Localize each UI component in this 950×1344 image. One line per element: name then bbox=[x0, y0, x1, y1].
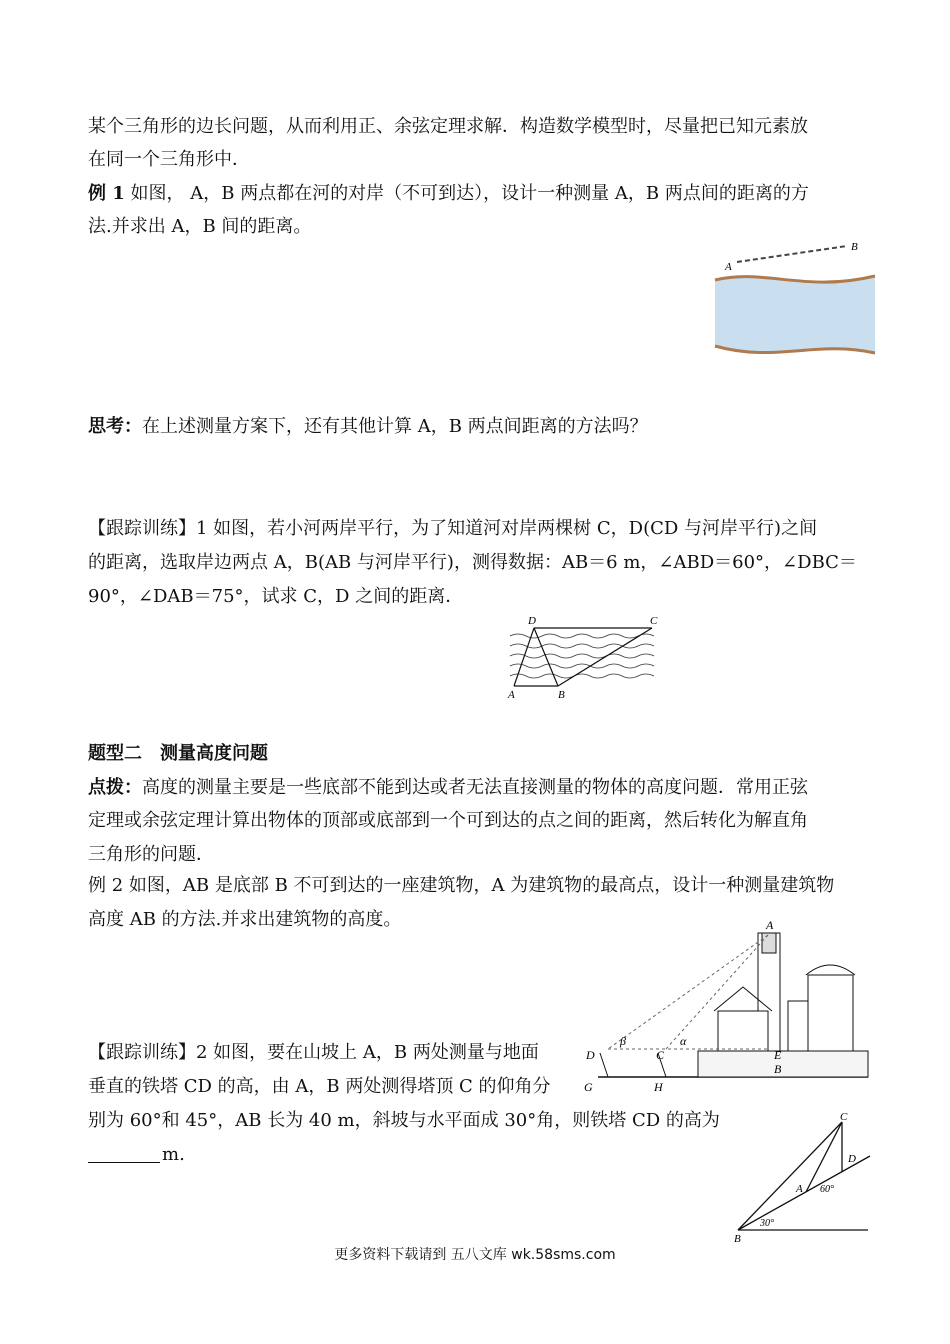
platform bbox=[698, 1051, 868, 1077]
point-b-label: B bbox=[558, 689, 565, 701]
point-d-label: D bbox=[848, 1153, 856, 1165]
tripod-d bbox=[600, 1053, 608, 1077]
side-tower bbox=[788, 1001, 808, 1051]
practice2-line-4 bbox=[88, 1138, 185, 1172]
answer-blank bbox=[88, 1144, 160, 1163]
intro-line-1: 某个三角形的边长问题，从而利用正、余弦定理求解．构造数学模型时，尽量把已知元素放 bbox=[88, 116, 808, 137]
point-c-label: C bbox=[650, 615, 658, 627]
example1-line-1 bbox=[88, 177, 809, 211]
practice1-line-3: 90°，∠DAB＝75°，试求 C，D 之间的距离． bbox=[88, 586, 464, 607]
river-triangle-figure bbox=[500, 612, 670, 704]
angle-30-label: 30° bbox=[760, 1218, 774, 1229]
point-a-label: A bbox=[725, 261, 732, 273]
river-water bbox=[715, 276, 875, 353]
section2-heading: 题型二 测量高度问题 bbox=[88, 743, 268, 764]
point-a-label: A bbox=[766, 918, 774, 932]
tip-label: 点拨： bbox=[88, 777, 142, 798]
think-line bbox=[88, 410, 648, 444]
answer-unit: m. bbox=[162, 1144, 185, 1165]
point-b-label: B bbox=[851, 241, 858, 253]
point-d-label: D bbox=[586, 1048, 595, 1062]
angle-beta-label: β bbox=[620, 1034, 626, 1048]
section2-tip-line-2: 定理或余弦定理计算出物体的顶部或底部到一个可到达的点之间的距离，然后转化为解直角 bbox=[88, 810, 808, 831]
building-height-figure bbox=[578, 915, 873, 1100]
river-figure bbox=[705, 228, 905, 368]
line-ab bbox=[737, 246, 847, 262]
point-e-label: E bbox=[774, 1048, 782, 1062]
example1-line-2: 法.并求出 A，B 间的距离。 bbox=[88, 216, 312, 237]
think-text: 在上述测量方案下，还有其他计算 A，B 两点间距离的方法吗？ bbox=[142, 416, 648, 437]
practice1-line-2: 的距离，选取岸边两点 A，B(AB 与河岸平行)，测得数据：AB＝6 m，∠ABD＝60°，∠DBC＝ bbox=[88, 552, 857, 573]
angle-alpha-label: α bbox=[680, 1034, 687, 1048]
building-dome bbox=[806, 965, 855, 975]
line-bc bbox=[738, 1122, 842, 1230]
point-h-label: H bbox=[654, 1080, 663, 1094]
point-b-label: B bbox=[774, 1062, 782, 1076]
practice2-line-3: 别为 60°和 45°，AB 长为 40 m，斜坡与水平面成 30°角，则铁塔 CD 的高为 bbox=[88, 1110, 720, 1131]
small-house bbox=[718, 1011, 768, 1051]
example1-label: 例 1 bbox=[88, 183, 125, 204]
point-d-label: D bbox=[528, 615, 536, 627]
point-a-label: A bbox=[508, 689, 515, 701]
slope-line bbox=[738, 1156, 870, 1230]
point-b-label: B bbox=[734, 1233, 741, 1245]
section2-tip-line-1 bbox=[88, 771, 808, 805]
slope-tower-figure bbox=[730, 1108, 880, 1248]
intro-line-2: 在同一个三角形中． bbox=[88, 149, 250, 170]
practice2-line-1: 【跟踪训练】2 如图，要在山坡上 A，B 两处测量与地面 bbox=[88, 1042, 539, 1063]
point-c-label: C bbox=[840, 1111, 848, 1123]
think-label: 思考： bbox=[88, 416, 142, 437]
tip-text: 高度的测量主要是一些底部不能到达或者无法直接测量的物体的高度问题．常用正弦 bbox=[142, 777, 808, 798]
example2-line-1: 例 2 如图，AB 是底部 B 不可到达的一座建筑物，A 为建筑物的最高点，设计一种测量建筑物 bbox=[88, 875, 835, 896]
footer-link-text[interactable]: 更多资料下载请到 五八文库 wk.58sms.com bbox=[334, 1247, 616, 1263]
point-c-label: C bbox=[656, 1048, 665, 1062]
building-block bbox=[808, 975, 853, 1051]
angle-60-label: 60° bbox=[820, 1184, 834, 1195]
section2-tip-line-3: 三角形的问题． bbox=[88, 844, 214, 865]
tower-top bbox=[762, 933, 776, 953]
example2-line-2: 高度 AB 的方法.并求出建筑物的高度。 bbox=[88, 909, 402, 930]
point-a-label: A bbox=[796, 1183, 803, 1195]
practice1-line-1: 【跟踪训练】1 如图，若小河两岸平行，为了知道河对岸两棵树 C，D(CD 与河岸平行)之间 bbox=[88, 518, 818, 539]
triangle-lines bbox=[514, 628, 652, 686]
point-g-label: G bbox=[584, 1080, 593, 1094]
example1-text: 如图， A，B 两点都在河的对岸（不可到达），设计一种测量 A，B 两点间的距离的方 bbox=[124, 183, 809, 204]
practice2-line-2: 垂直的铁塔 CD 的高，由 A，B 两处测得塔顶 C 的仰角分 bbox=[88, 1076, 551, 1097]
